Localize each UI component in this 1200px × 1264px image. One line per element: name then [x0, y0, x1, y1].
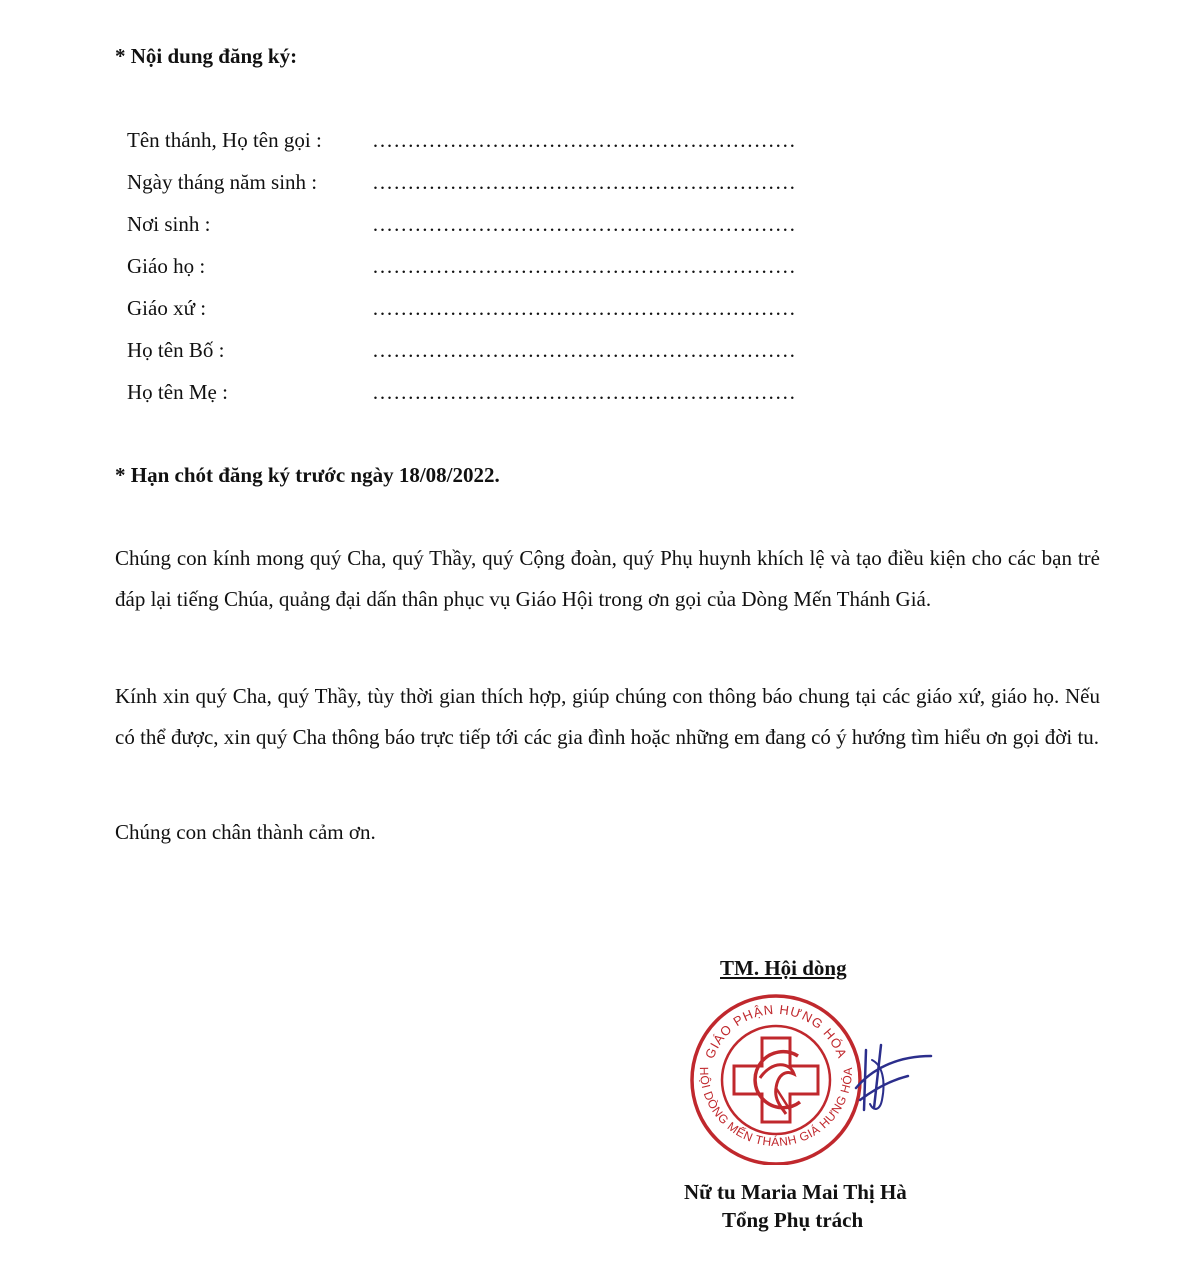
seal-stamp-icon [686, 990, 936, 1165]
form-row-birth-date [127, 170, 827, 200]
form-blank[interactable]: …………………………………………………… [372, 380, 796, 404]
form-row-saint-name [127, 128, 827, 158]
form-blank[interactable]: …………………………………………………… [372, 170, 796, 194]
paragraph-thanks: Chúng con chân thành cảm ơn. [115, 820, 376, 844]
form-row-birth-place [127, 212, 827, 242]
seal-and-signature [686, 990, 936, 1165]
form-blank[interactable]: …………………………………………………… [372, 212, 796, 236]
form-row-parish [127, 296, 827, 326]
form-label: Họ tên Bố : [127, 338, 225, 362]
form-label: Giáo xứ : [127, 296, 207, 320]
form-row-sub-parish [127, 254, 827, 284]
form-blank[interactable]: …………………………………………………… [372, 128, 796, 152]
form-label: Nơi sinh : [127, 212, 211, 236]
on-behalf-label: TM. Hội dòng [720, 956, 847, 980]
seal-bottom-text: HỘI DÒNG MẾN THÁNH GIÁ HƯNG HÓA [696, 1066, 856, 1150]
section-title: * Nội dung đăng ký: [115, 44, 298, 68]
seal-top-text: GIÁO PHẬN HƯNG HÓA [701, 1001, 851, 1061]
form-label: Giáo họ : [127, 254, 206, 278]
form-blank[interactable]: …………………………………………………… [372, 254, 796, 278]
form-blank[interactable]: …………………………………………………… [372, 296, 796, 320]
paragraph-request: Kính xin quý Cha, quý Thầy, tùy thời gian thích hợp, giúp chúng con thông báo chung tại các giáo xứ, giáo họ. Nếu có thể được, xin quý Cha thông báo trực tiếp tới các gia đình hoặc những em đang có ý hướng tìm hiểu ơn gọi đời tu. [115, 684, 1100, 749]
form-label: Họ tên Mẹ : [127, 380, 228, 404]
paragraph-appeal: Chúng con kính mong quý Cha, quý Thầy, quý Cộng đoàn, quý Phụ huynh khích lệ và tạo điều kiện cho các bạn trẻ đáp lại tiếng Chúa, quảng đại dấn thân phục vụ Giáo Hội trong ơn gọi của Dòng Mến Thánh Giá. [115, 546, 1100, 611]
signer-title: Tổng Phụ trách [722, 1208, 864, 1232]
deadline-note: * Hạn chót đăng ký trước ngày 18/08/2022. [115, 463, 500, 487]
signer-name: Nữ tu Maria Mai Thị Hà [684, 1180, 907, 1204]
form-blank[interactable]: …………………………………………………… [372, 338, 796, 362]
form-row-mother-name [127, 380, 827, 410]
form-label: Ngày tháng năm sinh : [127, 170, 318, 194]
form-row-father-name [127, 338, 827, 368]
form-label: Tên thánh, Họ tên gọi : [127, 128, 322, 152]
